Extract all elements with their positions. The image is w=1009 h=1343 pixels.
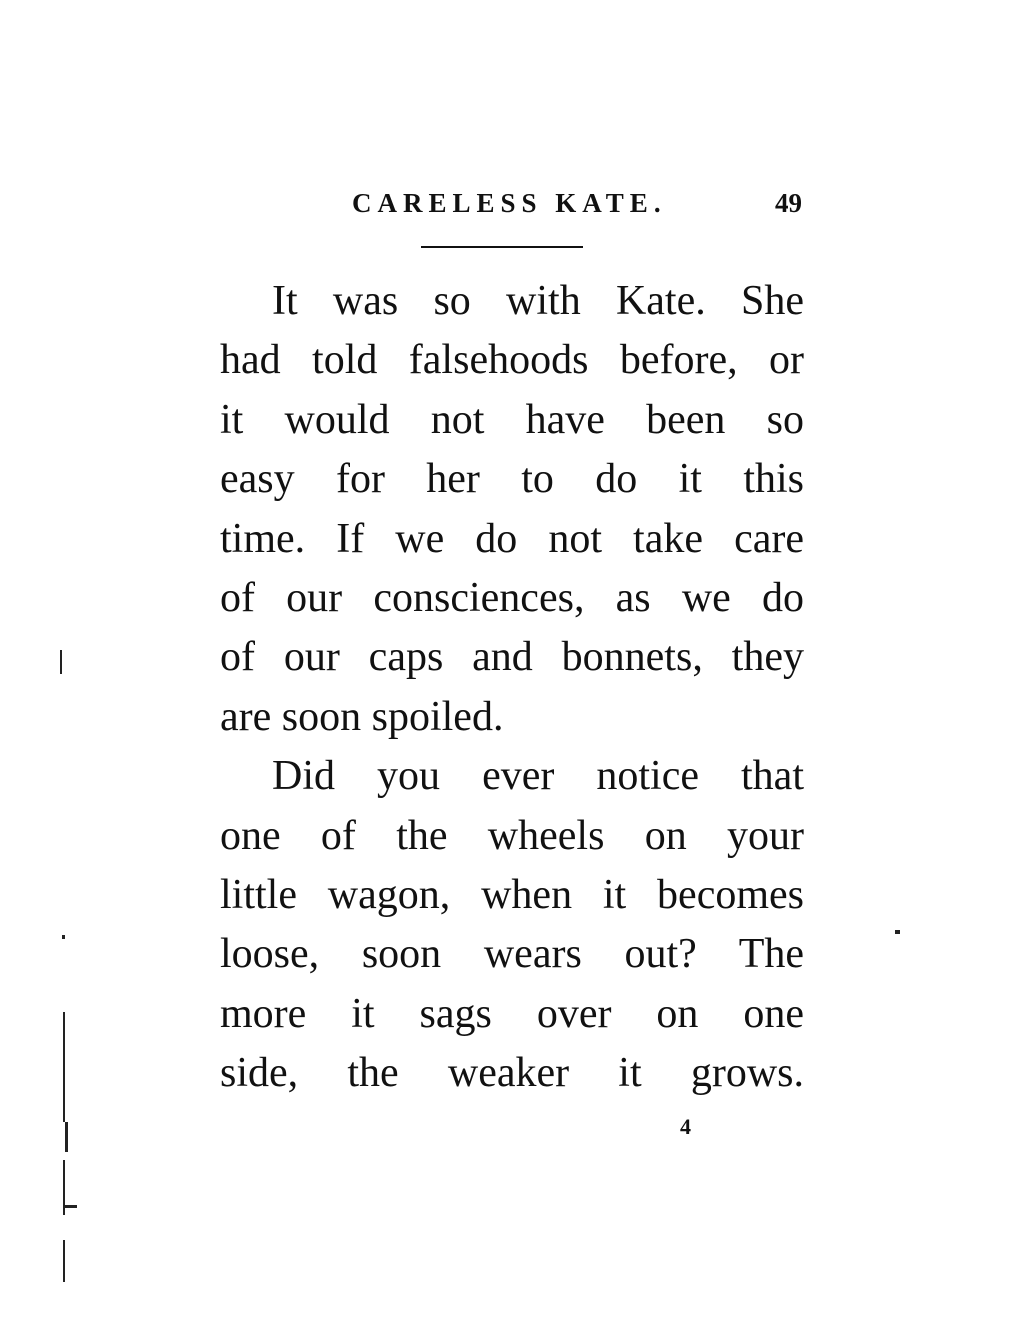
text-line: easy for her to do it this xyxy=(220,456,804,503)
header-rule xyxy=(421,246,583,248)
scan-artifact xyxy=(65,1122,68,1152)
text-line: of our caps and bonnets, they xyxy=(220,634,804,681)
scan-artifact xyxy=(60,650,62,674)
scan-artifact xyxy=(63,1012,65,1122)
text-line: Did you ever notice that xyxy=(272,753,804,800)
scan-artifact xyxy=(63,1240,65,1282)
scan-artifact xyxy=(895,930,900,934)
signature-mark: 4 xyxy=(680,1114,691,1139)
text-line: side, the weaker it grows. xyxy=(220,1050,804,1097)
text-line: had told falsehoods before, or xyxy=(220,337,804,384)
scan-artifact xyxy=(62,935,65,939)
paragraph-1 xyxy=(220,272,804,747)
text-line: loose, soon wears out? The xyxy=(220,931,804,978)
text-line: it would not have been so xyxy=(220,396,804,443)
text-line: little wagon, when it becomes xyxy=(220,871,804,918)
running-title: CARELESS KATE. xyxy=(352,188,667,218)
text-line: one of the wheels on your xyxy=(220,812,804,859)
scan-artifact xyxy=(65,1205,77,1208)
text-line: It was so with Kate. She xyxy=(272,278,804,324)
paragraph-2 xyxy=(220,747,804,1103)
running-head xyxy=(220,186,804,220)
text-line: of our consciences, as we do xyxy=(220,574,804,621)
text-line: time. If we do not take care xyxy=(220,515,804,562)
page-number: 49 xyxy=(775,188,802,218)
text-line: more it sags over on one xyxy=(220,990,804,1037)
text-line: are soon spoiled. xyxy=(220,693,504,740)
body-text xyxy=(220,272,804,1103)
